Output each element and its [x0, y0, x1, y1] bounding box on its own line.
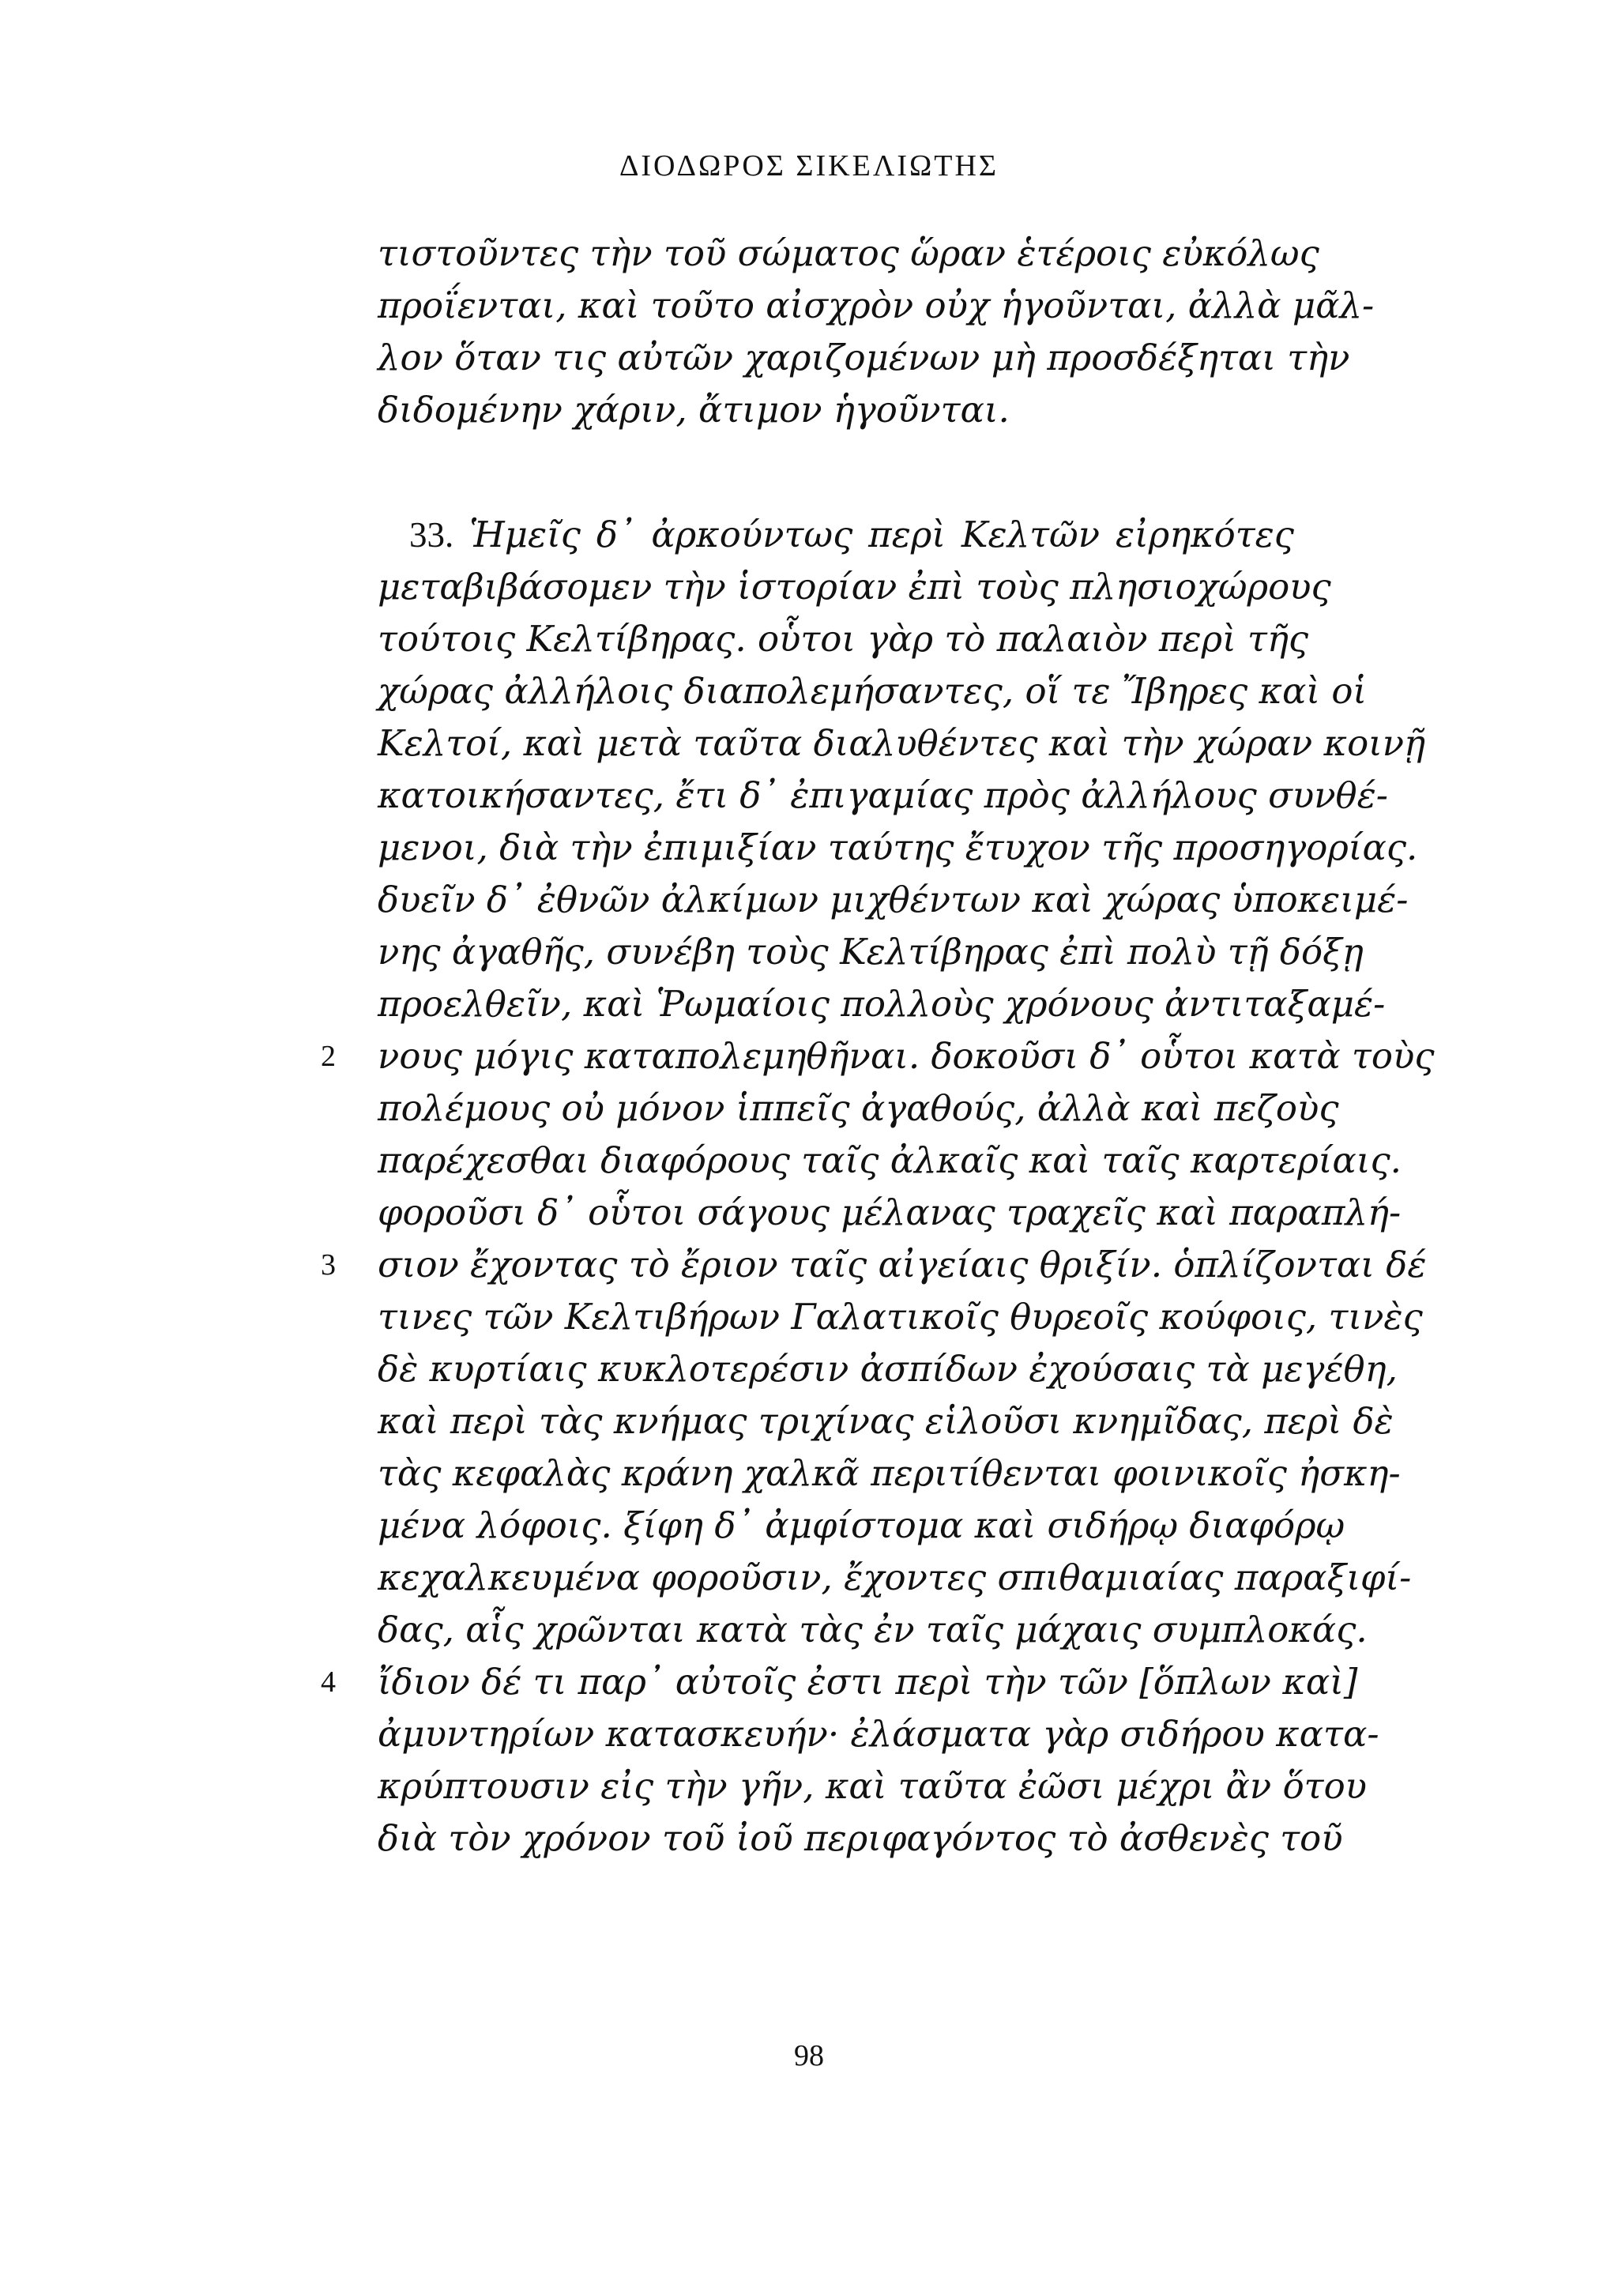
line-text: τούτοις Κελτίβηρας. οὗτοι γὰρ τὸ παλαιὸν περὶ τῆς: [378, 618, 1309, 660]
page-number: 98: [794, 2039, 824, 2072]
running-head: ΔΙΟΔΩΡΟΣ ΣΙΚΕΛΙΩΤΗΣ: [619, 149, 999, 183]
text-line: λον ὅταν τις αὐτῶν χαριζομένων μὴ προσδέξηται τὴν: [378, 337, 1350, 378]
margin-section-number: 2: [321, 1040, 336, 1073]
line-text: ἀμυντηρίων κατασκευήν· ἐλάσματα γὰρ σιδήρου κατα-: [378, 1713, 1379, 1755]
text-line: [378, 561, 1331, 613]
line-text: ἴδιον δέ τι παρ᾽ αὐτοῖς ἐστι περὶ τὴν τῶν [ὅπλων καὶ]: [378, 1661, 1358, 1703]
text-line: [378, 926, 1364, 978]
text-line: [378, 1604, 1368, 1656]
text-line: [378, 1552, 1412, 1604]
section-number: 33.: [409, 515, 454, 555]
line-text: δυεῖν δ᾽ ἐθνῶν ἀλκίμων μιχθέντων καὶ χώρας ὑποκειμέ-: [378, 879, 1409, 920]
text-line: [378, 978, 1386, 1030]
line-text: δὲ κυρτίαις κυκλοτερέσιν ἀσπίδων ἐχούσαις τὰ μεγέθη,: [378, 1348, 1398, 1390]
line-text: κεχαλκευμένα φοροῦσιν, ἔχοντες σπιθαμιαίας παραξιφί-: [378, 1556, 1412, 1598]
text-line: διδομένην χάριν, ἄτιμον ἡγοῦνται.: [378, 389, 1010, 431]
text-line: [378, 1708, 1379, 1760]
line-text: κρύπτουσιν εἰς τὴν γῆν, καὶ ταῦτα ἐῶσι μέχρι ἂν ὅτου: [378, 1765, 1368, 1807]
line-text: διὰ τὸν χρόνον τοῦ ἰοῦ περιφαγόντος τὸ ἀσθενὲς τοῦ: [378, 1817, 1343, 1859]
line-text: προελθεῖν, καὶ Ῥωμαίοις πολλοὺς χρόνους ἀντιταξαμέ-: [378, 983, 1386, 1025]
text-line: [378, 1187, 1402, 1239]
text-line: [378, 1135, 1402, 1187]
text-line: [321, 1030, 1435, 1082]
line-text: φοροῦσι δ᾽ οὗτοι σάγους μέλανας τραχεῖς καὶ παραπλή-: [378, 1191, 1402, 1233]
line-text: χώρας ἀλλήλοις διαπολεμήσαντες, οἵ τε Ἴβηρες καὶ οἱ: [378, 670, 1368, 712]
text-line: [378, 822, 1418, 874]
line-text: τινες τῶν Κελτιβήρων Γαλατικοῖς θυρεοῖς κούφοις, τινὲς: [378, 1296, 1423, 1338]
text-line: [378, 665, 1368, 717]
line-text: κατοικήσαντες, ἔτι δ᾽ ἐπιγαμίας πρὸς ἀλλήλους συνθέ-: [378, 774, 1389, 816]
text-line: [378, 1082, 1339, 1135]
margin-section-number: 4: [321, 1666, 336, 1699]
line-text: σιον ἔχοντας τὸ ἔριον ταῖς αἰγείαις θριξίν. ὁπλίζονται δέ: [378, 1244, 1427, 1285]
text-line: [378, 1343, 1398, 1395]
text-line: [378, 1760, 1368, 1812]
line-text: μένα λόφοις. ξίφη δ᾽ ἀμφίστομα καὶ σιδήρῳ διαφόρῳ: [378, 1504, 1345, 1546]
section-opening-line: [378, 509, 1294, 561]
line-text: μενοι, διὰ τὴν ἐπιμιξίαν ταύτης ἔτυχον τῆς προσηγορίας.: [378, 826, 1418, 868]
line-text: τὰς κεφαλὰς κράνη χαλκᾶ περιτίθενται φοινικοῖς ἠσκη-: [378, 1452, 1401, 1494]
paragraph-gap: [378, 436, 1294, 509]
text-line: τιστοῦντες τὴν τοῦ σώματος ὥραν ἑτέροις εὐκόλως: [378, 232, 1319, 274]
line-text: παρέχεσθαι διαφόρους ταῖς ἀλκαῖς καὶ ταῖς καρτερίαις.: [378, 1139, 1402, 1181]
line-text: καὶ περὶ τὰς κνήμας τριχίνας εἱλοῦσι κνημῖδας, περὶ δὲ: [378, 1400, 1394, 1442]
margin-section-number: 3: [321, 1248, 336, 1282]
text-line: [378, 874, 1409, 926]
line-text: μεταβιβάσομεν τὴν ἱστορίαν ἐπὶ τοὺς πλησιοχώρους: [378, 566, 1331, 608]
text-line: [378, 1447, 1401, 1500]
line-text: νους μόγις καταπολεμηθῆναι. δοκοῦσι δ᾽ οὗτοι κατὰ τοὺς: [378, 1035, 1435, 1077]
text-line: [378, 1500, 1345, 1552]
line-text: Κελτοί, καὶ μετὰ ταῦτα διαλυθέντες καὶ τὴν χώραν κοινῇ: [378, 722, 1426, 764]
text-line: [378, 717, 1426, 770]
text-line: [321, 1656, 1358, 1708]
text-line: [321, 1239, 1427, 1291]
text-line: [378, 770, 1389, 822]
section-opening-text: Ἡμεῖς δ᾽ ἀρκούντως περὶ Κελτῶν εἰρηκότες: [469, 514, 1294, 555]
text-line: [378, 1291, 1423, 1343]
text-line: [378, 1812, 1343, 1865]
text-block: [321, 228, 1435, 1865]
line-text: πολέμους οὐ μόνον ἱππεῖς ἀγαθούς, ἀλλὰ καὶ πεζοὺς: [378, 1087, 1339, 1129]
line-text: δας, αἷς χρῶνται κατὰ τὰς ἐν ταῖς μάχαις συμπλοκάς.: [378, 1609, 1368, 1650]
line-text: νης ἀγαθῆς, συνέβη τοὺς Κελτίβηρας ἐπὶ πολὺ τῇ δόξῃ: [378, 931, 1364, 973]
text-line: [378, 1395, 1394, 1447]
text-line: προΐενται, καὶ τοῦτο αἰσχρὸν οὐχ ἡγοῦνται, ἀλλὰ μᾶλ-: [378, 284, 1375, 326]
text-line: [378, 613, 1309, 665]
